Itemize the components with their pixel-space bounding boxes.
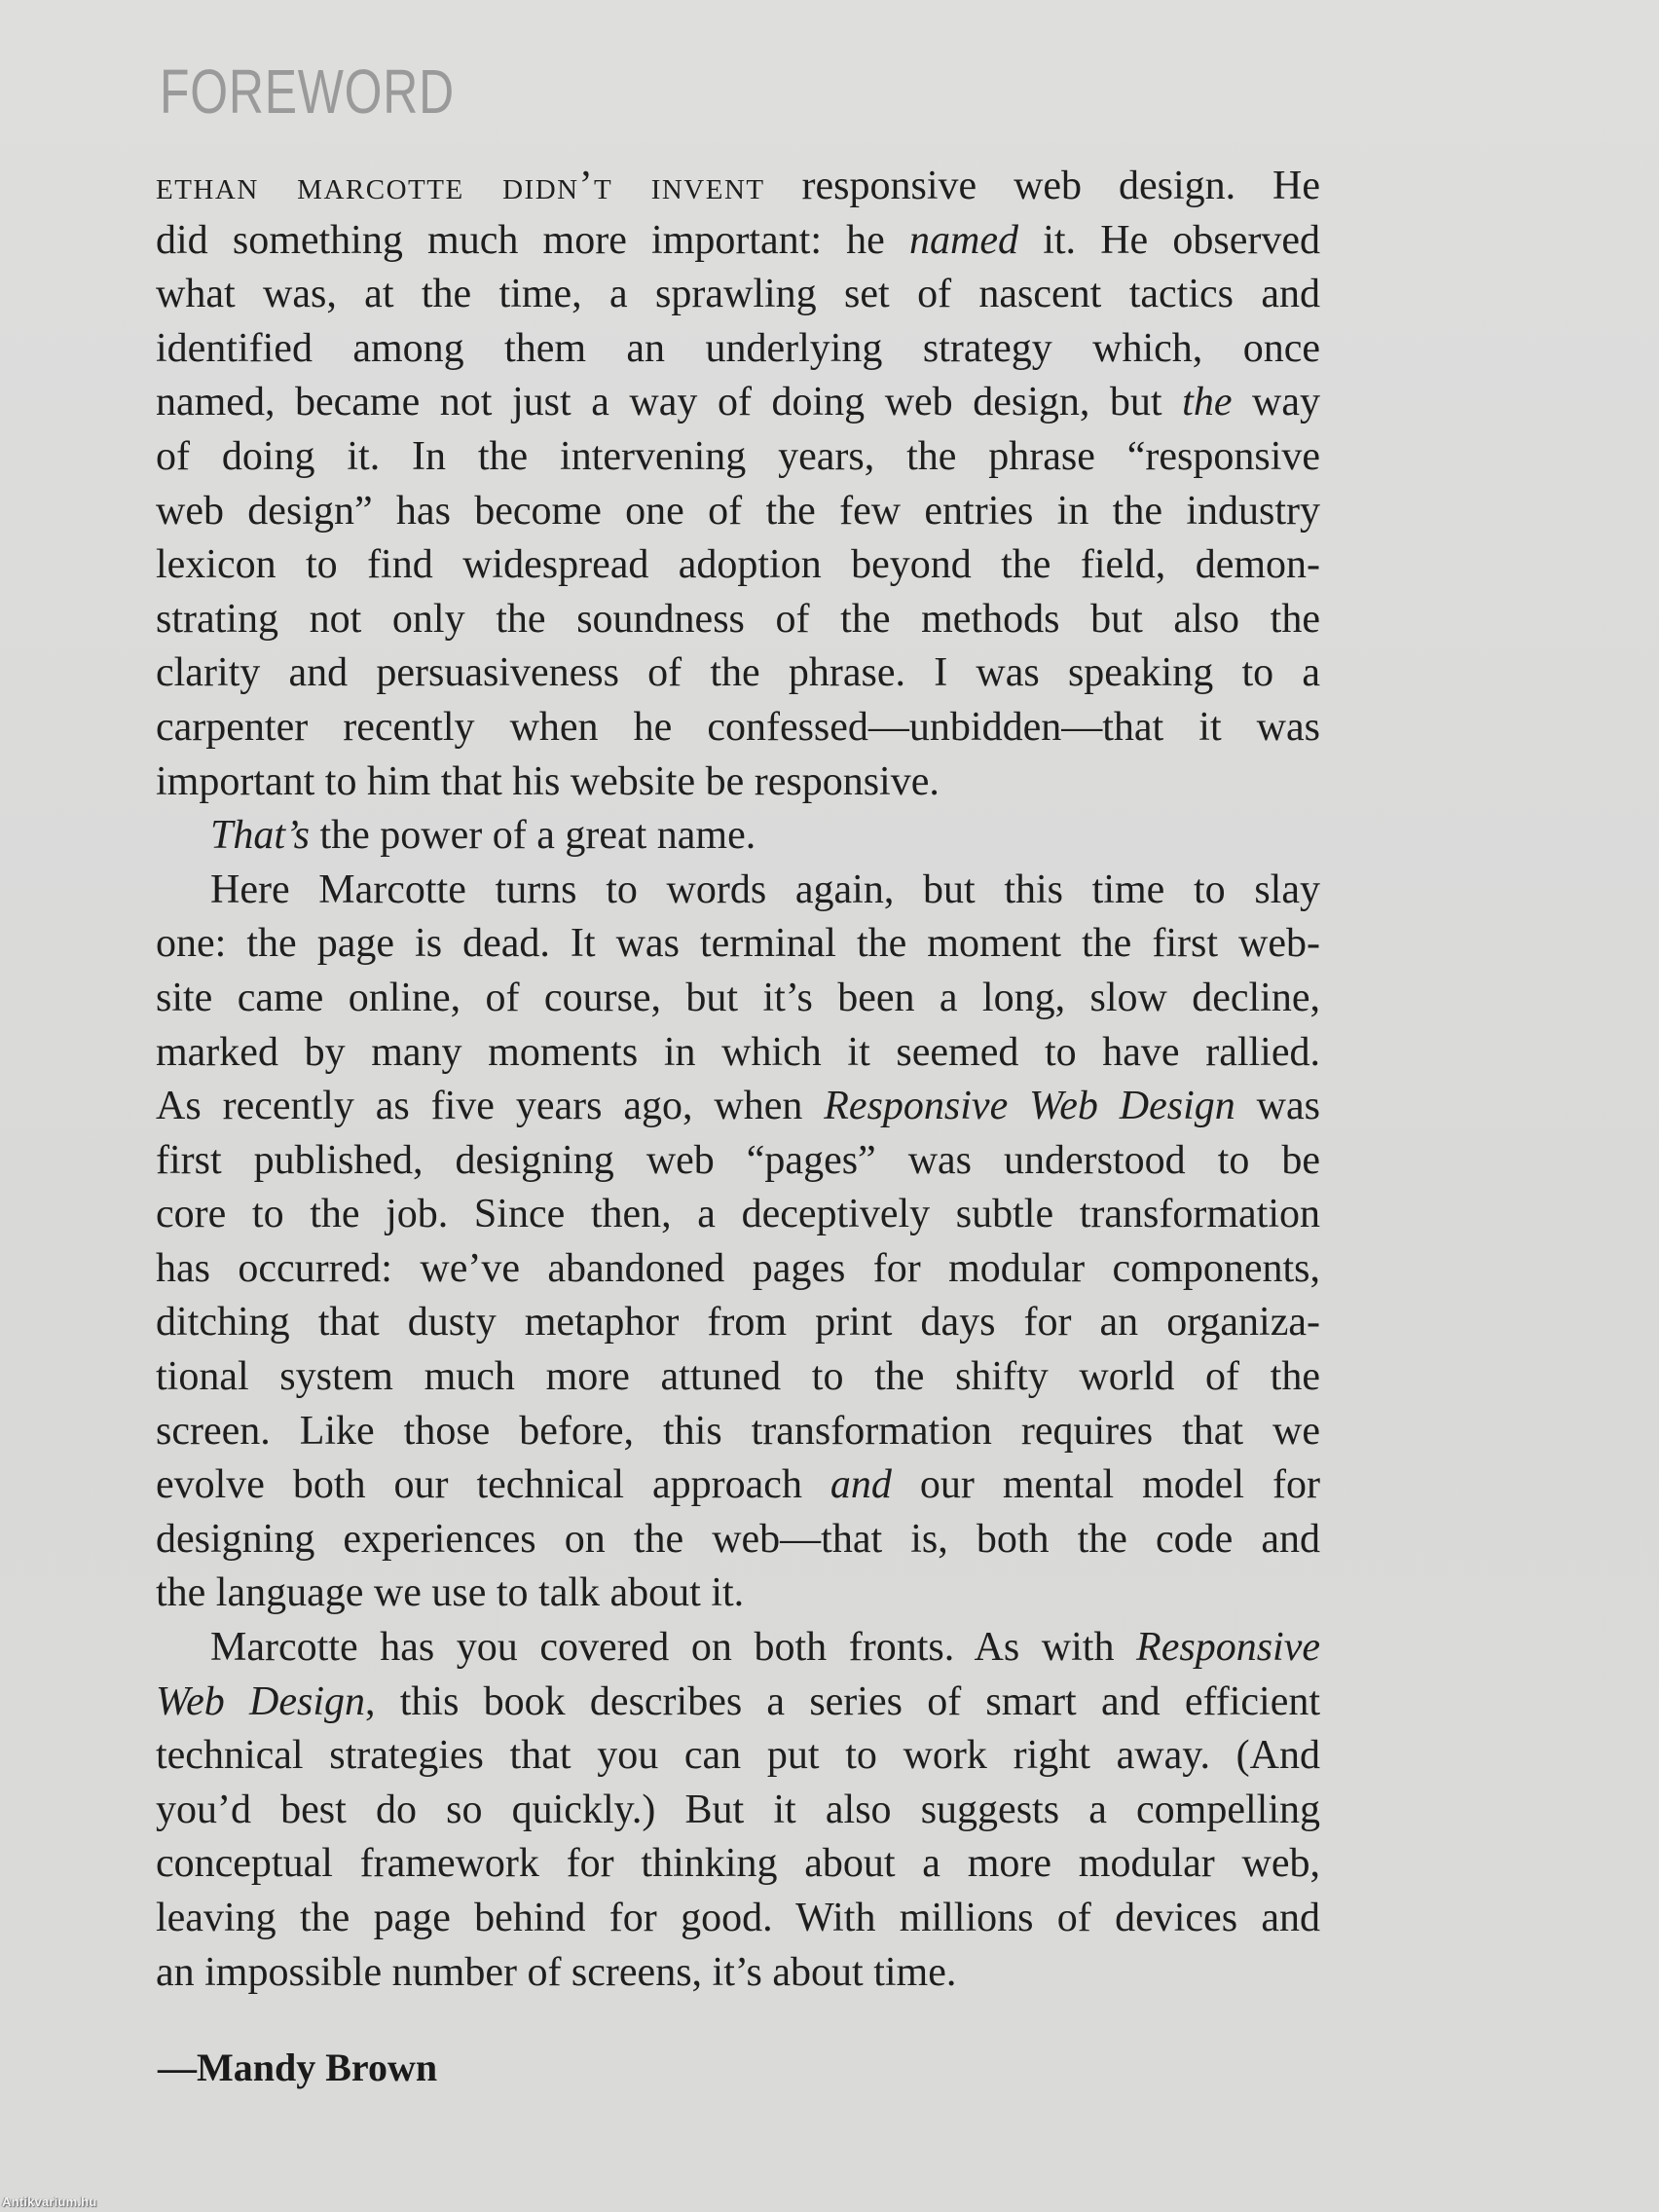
text-line	[156, 1567, 1320, 1621]
text-run: one: the page is dead. It was terminal the moment the first web-	[156, 921, 1320, 967]
italic-text: Web Design	[156, 1678, 366, 1724]
text-line	[156, 1458, 1320, 1513]
text-run: core to the job. Since then, a deceptively subtle transformation	[156, 1192, 1320, 1237]
text-line	[156, 1946, 1320, 2001]
text-run: technical strategies that you can put to work right away. (And	[156, 1733, 1320, 1779]
text-line	[156, 214, 1320, 269]
text-run: first published, designing web “pages” was understood to be	[156, 1137, 1320, 1183]
text-run: important to him that his website be responsive.	[156, 758, 940, 804]
text-run: of doing it. In the intervening years, the phrase “responsive	[156, 433, 1320, 479]
text-line	[156, 756, 1320, 810]
text-line	[156, 538, 1320, 593]
page-heading: FOREWORD	[160, 56, 455, 127]
paragraph-p3	[156, 864, 1320, 1621]
italic-text: Responsive	[1136, 1625, 1320, 1671]
text-line	[156, 268, 1320, 322]
text-line	[156, 701, 1320, 756]
text-line	[156, 1296, 1320, 1350]
text-run: evolve both our technical approach	[156, 1462, 830, 1508]
paragraph-p2	[156, 809, 1320, 864]
text-run: strating not only the soundness of the methods but also the	[156, 596, 1320, 642]
text-run: you’d best do so quickly.) But it also suggests a compelling	[156, 1787, 1320, 1832]
italic-text: the	[1182, 380, 1233, 425]
text-run: conceptual framework for thinking about a more modular web,	[156, 1841, 1320, 1887]
text-run: has occurred: we’ve abandoned pages for modular components,	[156, 1245, 1320, 1291]
italic-text: named	[909, 217, 1018, 263]
text-line	[156, 809, 1320, 864]
text-run: ditching that dusty metaphor from print days for an organiza-	[156, 1300, 1320, 1346]
text-line	[156, 864, 1320, 918]
text-run: the language we use to talk about it.	[156, 1570, 745, 1616]
text-line	[156, 1188, 1320, 1242]
text-line	[156, 1405, 1320, 1459]
text-run: did something much more important: he	[156, 217, 910, 263]
signature: —Mandy Brown	[158, 2046, 438, 2089]
text-run: an impossible number of screens, it’s about time.	[156, 1949, 957, 1995]
text-line	[156, 1242, 1320, 1297]
text-line	[156, 1080, 1320, 1134]
text-line	[156, 1837, 1320, 1892]
text-line	[156, 917, 1320, 972]
text-run: leaving the page behind for good. With millions of devices and	[156, 1896, 1320, 1940]
text-line	[156, 430, 1320, 485]
text-line	[156, 1350, 1320, 1405]
text-run: carpenter recently when he confessed—unbidden—that it was	[156, 704, 1320, 750]
text-run: our mental model for	[891, 1462, 1321, 1508]
text-line	[156, 1729, 1320, 1784]
text-run: screen. Like those before, this transformation requires that we	[156, 1408, 1320, 1454]
text-line	[156, 1134, 1320, 1189]
text-line	[156, 972, 1320, 1026]
text-line	[156, 1513, 1320, 1567]
text-line	[156, 1892, 1320, 1946]
text-run: way	[1232, 380, 1320, 425]
smallcaps-text: ethan marcotte didn’t invent	[156, 164, 765, 208]
text-run: clarity and persuasiveness of the phrase. I was speaking to a	[156, 650, 1320, 696]
foreword-body	[156, 160, 1320, 2000]
text-run: identified among them an underlying strategy which, once	[156, 325, 1320, 371]
text-run: named, became not just a way of doing web design, but	[156, 380, 1183, 425]
text-line	[156, 593, 1320, 647]
text-line	[156, 1026, 1320, 1081]
italic-text: That’s	[210, 813, 310, 859]
text-run: what was, at the time, a sprawling set of nascent tactics and	[156, 272, 1320, 317]
text-line	[156, 1621, 1320, 1676]
paragraph-p4	[156, 1621, 1320, 2000]
paragraph-p1	[156, 160, 1320, 809]
text-run: designing experiences on the web—that is, both the code and	[156, 1516, 1320, 1562]
italic-text: and	[830, 1462, 892, 1508]
text-run: the power of a great name.	[309, 813, 756, 859]
text-run: Here Marcotte turns to words again, but this time to slay	[210, 866, 1320, 912]
text-line	[156, 1784, 1320, 1838]
text-line	[156, 160, 1320, 214]
text-run: tional system much more attuned to the shifty world of the	[156, 1354, 1320, 1400]
watermark: Antikvarium.hu	[2, 2194, 97, 2209]
text-run: it. He observed	[1018, 217, 1320, 263]
text-run: , this book describes a series of smart and efficient	[365, 1678, 1321, 1724]
text-run: responsive web design. He	[764, 164, 1320, 208]
text-line	[156, 646, 1320, 701]
text-line	[156, 376, 1320, 430]
text-run: lexicon to find widespread adoption beyond the field, demon-	[156, 542, 1320, 588]
text-run: site came online, of course, but it’s been a long, slow decline,	[156, 975, 1320, 1020]
text-run: marked by many moments in which it seemed to have rallied.	[156, 1029, 1320, 1075]
text-line	[156, 1676, 1320, 1730]
text-run: was	[1235, 1084, 1321, 1129]
text-line	[156, 322, 1320, 377]
text-run: Marcotte has you covered on both fronts. As with	[210, 1625, 1137, 1671]
text-line	[156, 485, 1320, 539]
text-run: As recently as five years ago, when	[156, 1084, 825, 1129]
text-run: web design” has become one of the few entries in the industry	[156, 488, 1320, 534]
italic-text: Responsive Web Design	[824, 1084, 1235, 1129]
